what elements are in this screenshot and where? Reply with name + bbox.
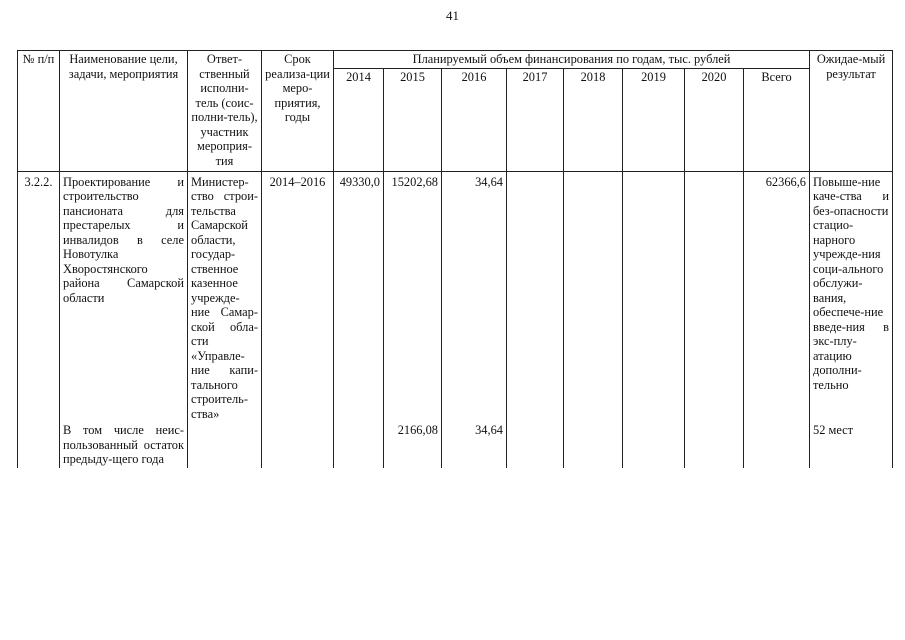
row-total bbox=[744, 422, 810, 468]
row-value-2018 bbox=[564, 171, 623, 422]
col-header-executor: Ответ-ственный исполни-тель (соис-полни-тель), участник мероприя-тия bbox=[188, 51, 262, 172]
col-header-number: № п/п bbox=[18, 51, 60, 172]
row-value-2014: 49330,0 bbox=[334, 171, 384, 422]
col-header-year-2016: 2016 bbox=[442, 68, 507, 171]
table-row bbox=[18, 422, 893, 468]
row-number bbox=[18, 422, 60, 468]
col-header-year-2019: 2019 bbox=[623, 68, 685, 171]
row-value-2015: 2166,08 bbox=[384, 422, 442, 468]
row-value-2019 bbox=[623, 171, 685, 422]
col-header-year-2014: 2014 bbox=[334, 68, 384, 171]
row-number: 3.2.2. bbox=[18, 171, 60, 422]
row-result: Повыше-ние каче-ства и без-опасности стацио-нарного учрежде-ния соци-ального обслужи-вания, обеспече-ние введе-ния в экс-плу-атацию дополни-тельно bbox=[810, 171, 893, 422]
row-value-2016: 34,64 bbox=[442, 422, 507, 468]
page-number: 41 bbox=[446, 8, 459, 23]
financing-table bbox=[17, 50, 893, 468]
col-header-funding: Планируемый объем финансирования по годам, тыс. рублей bbox=[334, 51, 810, 69]
row-name: В том числе неис-пользованный остаток предыду-щего года bbox=[60, 422, 188, 468]
col-header-term: Срок реализа-ции меро-приятия, годы bbox=[262, 51, 334, 172]
row-term: 2014–2016 bbox=[262, 171, 334, 422]
row-name: Проектирование и строительство пансионата для престарелых и инвалидов в селе Новотулка Хворостянского района Самарской области bbox=[60, 171, 188, 422]
table-row bbox=[18, 171, 893, 422]
col-header-total: Всего bbox=[744, 68, 810, 171]
col-header-year-2017: 2017 bbox=[507, 68, 564, 171]
row-value-2015: 15202,68 bbox=[384, 171, 442, 422]
col-header-year-2018: 2018 bbox=[564, 68, 623, 171]
row-value-2017 bbox=[507, 171, 564, 422]
row-executor bbox=[188, 422, 262, 468]
row-value-2018 bbox=[564, 422, 623, 468]
row-value-2017 bbox=[507, 422, 564, 468]
row-value-2016: 34,64 bbox=[442, 171, 507, 422]
row-total: 62366,6 bbox=[744, 171, 810, 422]
row-value-2014 bbox=[334, 422, 384, 468]
row-value-2020 bbox=[685, 422, 744, 468]
col-header-name: Наименование цели, задачи, мероприятия bbox=[60, 51, 188, 172]
row-value-2019 bbox=[623, 422, 685, 468]
row-term bbox=[262, 422, 334, 468]
row-result: 52 мест bbox=[810, 422, 893, 468]
col-header-year-2020: 2020 bbox=[685, 68, 744, 171]
row-executor: Министер-ство строи-тельства Самарской области, государ-ственное казенное учрежде-ние Самар-ской обла-сти «Управле-ние капи-тального строитель-ства» bbox=[188, 171, 262, 422]
col-header-year-2015: 2015 bbox=[384, 68, 442, 171]
col-header-result: Ожидае-мый результат bbox=[810, 51, 893, 172]
row-value-2020 bbox=[685, 171, 744, 422]
